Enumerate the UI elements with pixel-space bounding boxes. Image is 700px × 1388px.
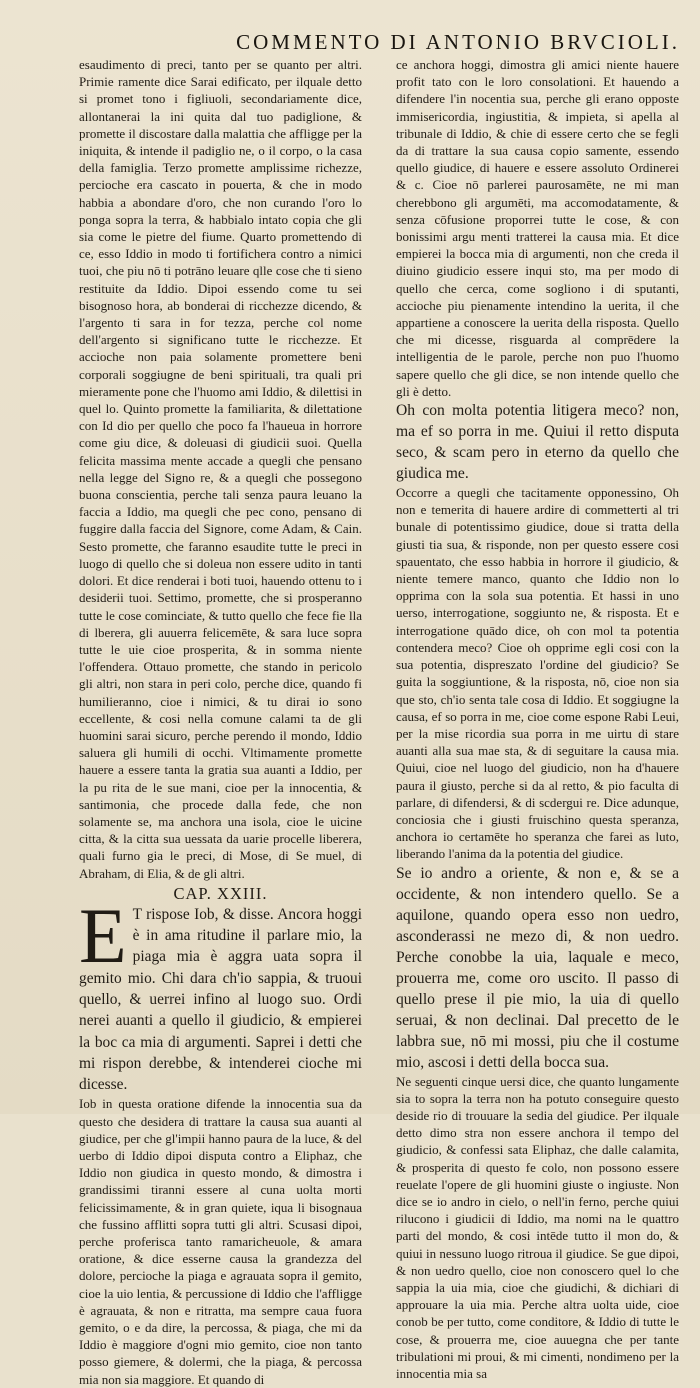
- running-head: COMMENTO DI ANTONIO BRVCIOLI.: [236, 30, 680, 54]
- right-column: [396, 56, 679, 1382]
- left-column: [79, 56, 362, 1388]
- scripture-verse: Se io andro a oriente, & non e, & se a occidente, & non intendero quello. Se a aquilone, quando opera esso non uedro, asconderassi ne mezo di, & non uedro. Perche conobbe la uia, laquale e meco, prouerra me, come oro uscito. Il passo di quello prese il pie mio, la uia di quello seruai, & non declinai. Dal precetto de le labbra sue, nō mi mossi, piu che il costume mio, ascosi i detti della bocca sua.: [396, 864, 679, 1071]
- commentary-paragraph: ce anchora hoggi, dimostra gli amici niente hauere profit tato con le loro consolationi. Et hauendo a difendere l'in nocentia sua, perche gli erano opposte immisericordia, ingiustitia, & impieta, si apella al tribunale di Iddio, & chie di essere certo che se fegli da di trattare la sua causa copio samente, essendo quello giudice, di hauere e essere assoluto Ordinerei & c. Cioe nō parlerei paurosamēte, ne mi man cherebbono gli argumēti, ma accomodatamente, & senza cōfusione proporrei tutte le cose, & con bonissimi argu menti tratterei la causa mia. Et dice empierei la bocca mia di argumenti, non che creda il diuino giudicio essere inqui sto, ma per modo di quello che cerca, come sogliono i di sputanti, accioche piu pienamente intendino la uerita, il che appartiene a conoscere la uerita della risposta. Quello che mi dicesse, risguarda al comprēdere la intelligentia de le parole, perche non puo l'huomo sapere quello che gli dice, se non intende quello che gli è detto.: [396, 57, 679, 399]
- commentary-paragraph: Ne seguenti cinque uersi dice, che quanto lungamente sia to sopra la terra non ha potuto conseguire questo deside rio di trouuare la sedia del giudice. Per ilquale detto dimo stra non essere anchora il tempo del giudicio, & confessi sata Eliphaz, che dalle calamita, & prosperita di questo fe colo, non possono essere reuelate l'opere de gli huomini giuste o ingiuste. Non dice se io andro in cielo, o nell'in ferno, perche quiui rilucono i giudicii di Iddio, ma nomi na le quattro parti del mondo, & cosi intēde tutto il mon do, & quiui in nessuno luogo ritroua il giudice. Se gue dipoi, & non uedro quello, cioe non conoscero quel lo che sappia la uia mia, cioe che giudichi, & dichiari di approuare la uia mia. Perche altra uolta uide, cioe conob be per tutto, come conditore, & Iddio di tutte le cose, & prouerra me, cioe auuegna che per tante tribulationi mi proui, & mi cimenti, nondimeno per la innocentia mia sa: [396, 1073, 679, 1381]
- commentary-paragraph: Occorre a quegli che tacitamente opponessino, Oh non e temerita di hauere ardire di commetterti al tri bunale di potentissimo giudice, doue si tratta della giusti tia sua, & risponde, non per questo essere cosi spauentato, che esso habbia in horrore il giudicio, & niente temere manco, quanto che Iddio non lo opprima con la sola sua potentia. Et hassi in uno uerso, interrogatione, soggiunto ne, & risposta. Et e interrogatione quādo dice, oh con mol ta potentia contendera meco? Cioe oh opprime egli cosi con la sua potentia, dispreszato l'ordine del giudicio? Se guita la soggiuntione, & la risposta, nō, cioe non sia que sto, ch'io senta tale cosa di Iddio. Et soggiugne la causa, ef so porra in me, cioe come espone Rabi Leui, per la mise ricordia sua porra in me uirtu di stare auanti alla sua mae sta, & di seguitare la causa mia. Quiui, cioe nel luogo del giudicio, non ha d'hauere paura il giusto, perche si da al retto, & pio faculta di parlare, di difendersi, & di scdergui re. Dice adunque, conciosia che i giusti fruischino questa speranza, anchora io certamēte ho speranza che farei as luto, liberando l'anima da la potentia del giudice.: [396, 485, 679, 862]
- chapter-text: T rispose Iob, & disse. Ancora hoggi è in ama ritudine il parlare mio, la piaga mia è aggra uata sopra il gemito mio. Chi dara ch'io sappia, & truoui quello, & uerrei infino al luogo suo. Ordi nerei auanti a quello il giudicio, & empierei la boc ca mia di argumenti. Saprei i detti che mi rispon derebbe, & intenderei cioche mi dicesse.: [79, 905, 362, 1094]
- scripture-verse: Oh con molta potentia litigera meco? non, ma ef so porra in me. Quiui il retto disputa seco, & scam pero in eterno da quello che giudica me.: [396, 402, 679, 483]
- chapter-heading: CAP. XXIII.: [173, 883, 268, 903]
- commentary-paragraph: Iob in questa oratione difende la innocentia sua da questo che desidera di trattare la causa sua auanti al giudice, per che gl'impii hanno paura de la luce, & del uerbo di Iddio dipoi disputa contro a Eliphaz, che Iddio non giudica in questo mondo, & dimostra i grandissimi tiranni essere al cuna uolta morti felicissimamente, & in gran quiete, iqua li bisognaua che fussino afflitti sopra tutti gli altri. Scusasi dipoi, perche proferisca tanto ramaricheuole, & amara oratione, & dice esserne causa la grandezza del dolore, percioche la piaga e agrauata sopra il gemito, cioe la uio lentia, & percussione di Iddio che l'affligge è agrauata, & non e ritratta, ma sempre caua fuora gemito, o e da dire, la percossa, & piaga, che mi da Iddio è maggiore d'ogni mio gemito, cioe non tanto posso giemere, & dolermi, che la piaga, & percossa mia non sia maggiore. Et quando di: [79, 1096, 362, 1387]
- drop-cap-initial: E: [79, 891, 127, 979]
- commentary-paragraph: esaudimento di preci, tanto per se quanto per altri. Primie ramente dice Sarai edificato, per ilquale detto si promet tono i figliuoli, secondariamente dice, allontanerai la ini quita dal tuo padiglione, & promette il discostare dalla malattia che affligge per la iniquita, & intende il padiglio ne, o il corpo, o la casa della famiglia. Terzo promette amplissime richezze, percioche era cascato in pouerta, & che in modo habbia a abondare d'oro, che non curando l'oro lo ponga sopra la terra, & habbialo intato copia che gli sia come le pietre del fiume. Quarto promettendo di ce, esso Iddio in modo ti fortifichera contro a nimici tuoi, che piu nō ti potrāno leuare qlle cose che ti sieno restituite da Iddio. Dipoi essendo come tu sei bisognoso hora, ab bonderai di ricchezze dicendo, & l'argento ti sara in for tezza, perche col nome dell'argento si significano tutte le ricchezze. Et accioche non paia solamente promettere beni corporali soggiugne de beni spirituali, tra quali pri mieramente pone che l'huomo ami Iddio, & dilettisi in quel lo. Quinto promette la familiarita, & dilettatione con Id dio per quello che poco fa l'haueua in horrore come giu dice, & doleuasi di giudicii suoi. Quella felicita massima mente accade a quegli che pensano nella legge del Signo re, & a quegli che possegono buona conscientia, perche tali senza paura leuano la faccia a Iddio, ma quegli che pec cono, pensano di fuggire dalla faccia del Signore, come Adam, & Cain. Sesto promette, che faranno esaudite tutte le preci in luogo di quello che si doleua non essere udito in tanti dolori. Et dice renderai i boti tuoi, hauendo ottenu to i desiderii tuoi. Settimo, promette, che si prosperanno tutte le cose cominciate, & tutto quello che fece fie lla di lberera, gli auuerra felicemēte, & sara luce sopra tutte le uie cioe prosperita, & in somma niente l'offendera. Ottauo promette, che stando in pericolo gli altri, non stara in peri colo, perche dice, quando fi humilieranno, cioe i nimici, & tu dirai io sono eccellente, & cosi nella comune calami ta de gli huomini sarai sicuro, perche perendo il mondo, Iddio saluera gli humili di occhi. Vltimamente promette hauere a essere tanta la gratia sua auanti a Iddio, per la pu rita de le sue mani, cioe per la innocentia, & santimonia, che procede dalla fede, che non solamente se, ma anchora una isola, cioe le uicine citta, & la citta sua uessata da uarie procelle liberera, quali furno gia le preci, di Mose, di Se muel, di Abraham, di Elia, & de gli altri.: [79, 57, 362, 881]
